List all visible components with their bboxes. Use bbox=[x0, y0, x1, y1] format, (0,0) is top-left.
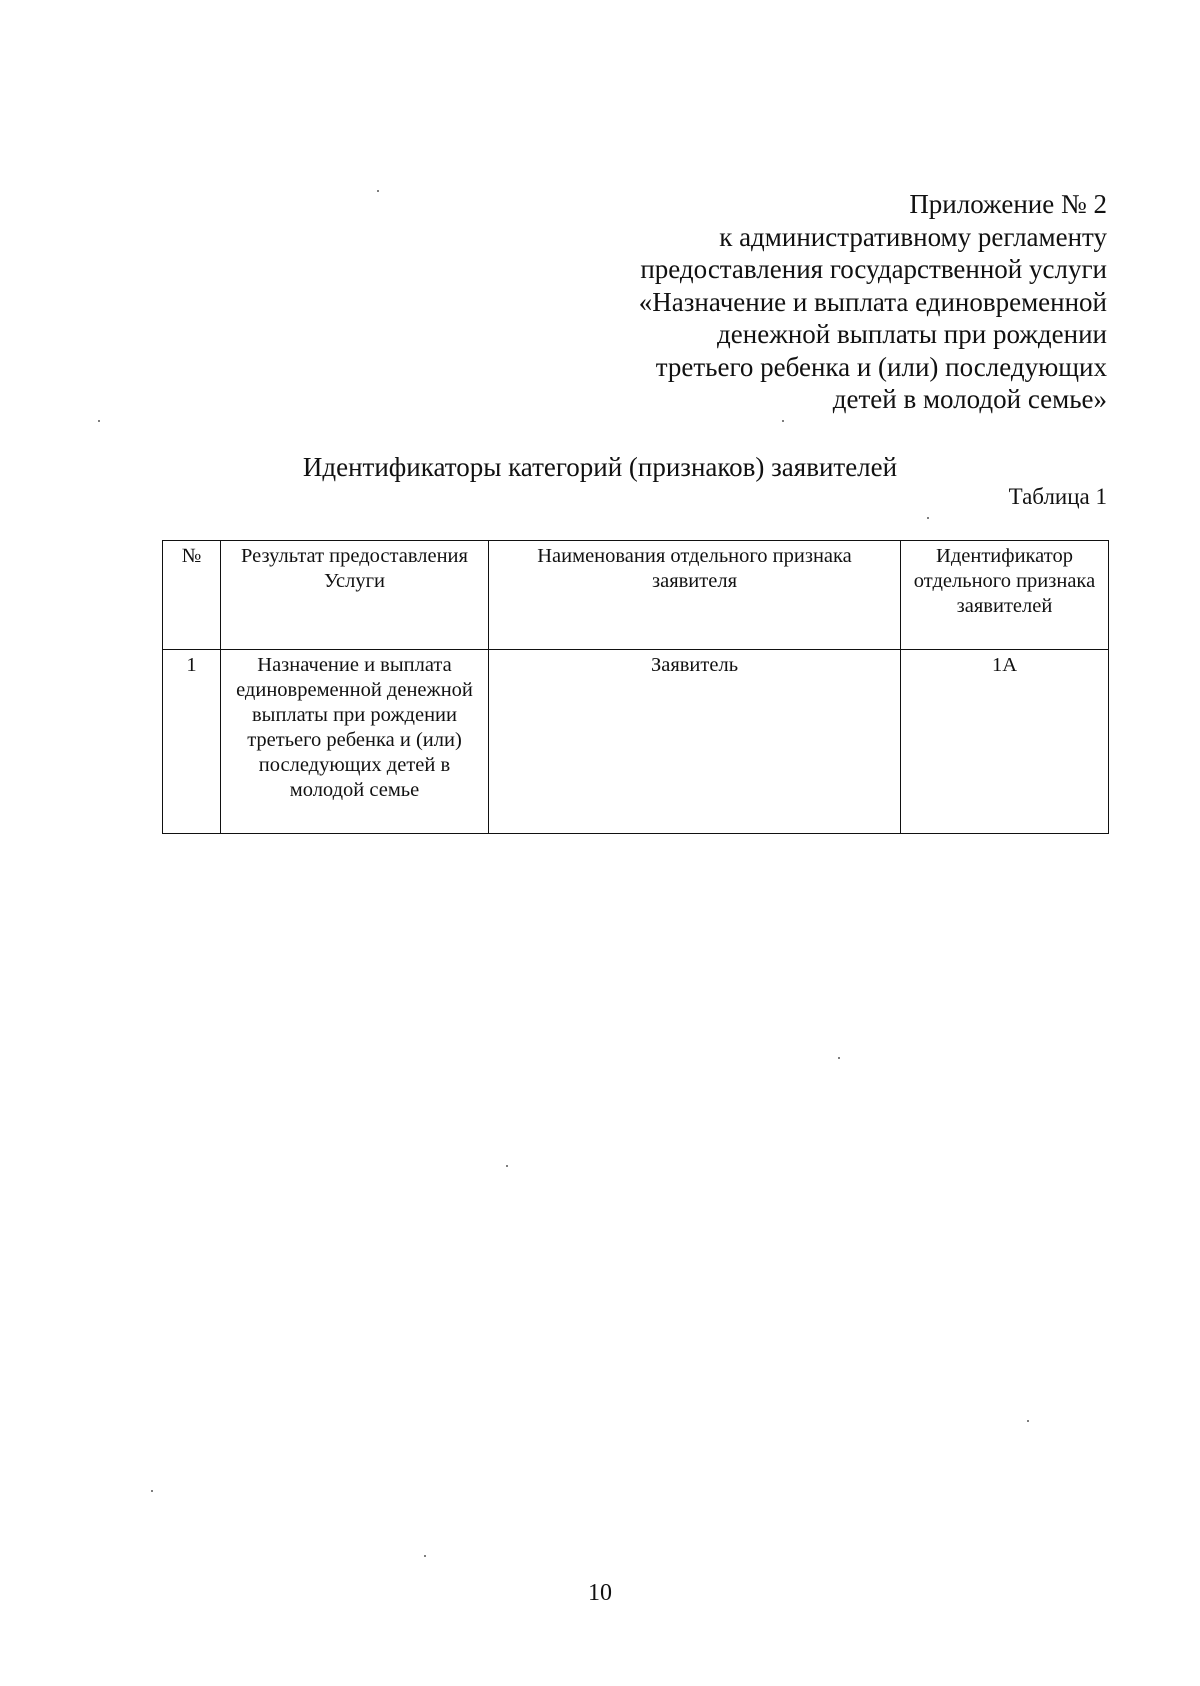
header-identifier: Идентификатор отдельного признака заявителей bbox=[901, 541, 1109, 650]
scan-speck bbox=[927, 517, 929, 519]
appendix-header bbox=[507, 188, 1107, 416]
cell-result: Назначение и выплата единовременной денежной выплаты при рождении третьего ребенка и (или) последующих детей в молодой семье bbox=[221, 650, 489, 834]
scan-speck bbox=[506, 1165, 508, 1167]
identifiers-table bbox=[162, 540, 1109, 834]
document-title: Идентификаторы категорий (признаков) заявителей bbox=[302, 452, 898, 482]
appendix-line: к административному регламенту bbox=[719, 221, 1107, 252]
appendix-line: денежной выплаты при рождении bbox=[717, 319, 1107, 349]
appendix-line: Приложение № 2 bbox=[909, 189, 1107, 219]
cell-identifier: 1А bbox=[901, 650, 1109, 834]
header-attribute-name: Наименования отдельного признака заявителя bbox=[489, 541, 901, 650]
table-row bbox=[163, 650, 1109, 834]
cell-attribute-name: Заявитель bbox=[489, 650, 901, 834]
appendix-line: третьего ребенка и (или) последующих bbox=[655, 351, 1107, 382]
scan-speck bbox=[377, 190, 379, 192]
appendix-line: детей в молодой семье» bbox=[832, 384, 1107, 414]
appendix-line: предоставления государственной услуги bbox=[640, 254, 1107, 284]
scan-speck bbox=[1027, 1420, 1029, 1422]
appendix-line: «Назначение и выплата единовременной bbox=[638, 286, 1107, 317]
scan-speck bbox=[782, 420, 784, 422]
table-body bbox=[163, 650, 1109, 834]
table-header-row bbox=[163, 541, 1109, 650]
scan-speck bbox=[151, 1490, 153, 1492]
cell-number: 1 bbox=[163, 650, 221, 834]
table-caption: Таблица 1 bbox=[1008, 484, 1107, 509]
header-number: № bbox=[163, 541, 221, 650]
scan-speck bbox=[424, 1555, 426, 1557]
scan-speck bbox=[838, 1057, 840, 1059]
scan-speck bbox=[98, 420, 100, 422]
header-result: Результат предоставления Услуги bbox=[221, 541, 489, 650]
table-header bbox=[163, 541, 1109, 650]
page-number: 10 bbox=[588, 1580, 612, 1606]
